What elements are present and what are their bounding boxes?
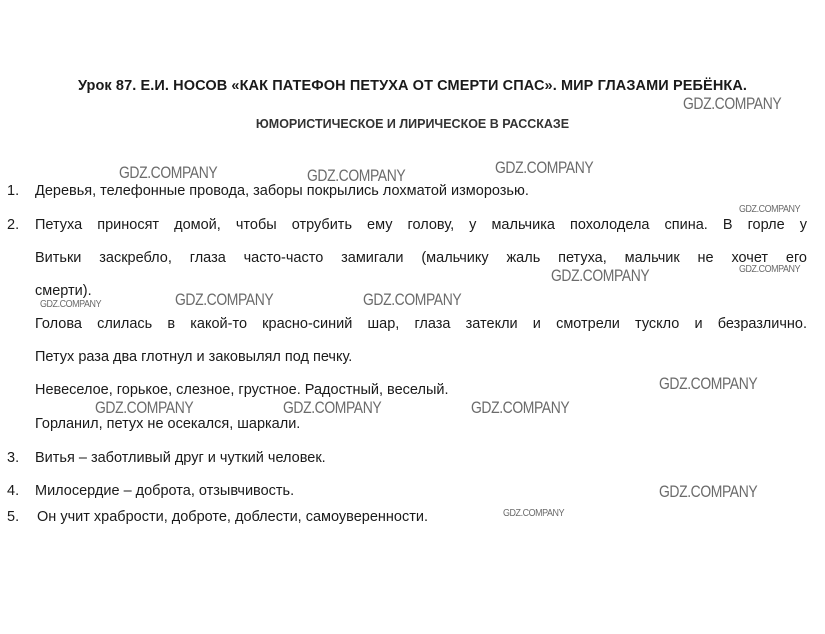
item-text-line: Петуха приносят домой, чтобы отрубить ему голову, у мальчика похолодела спина. В горле у xyxy=(35,217,807,233)
watermark: GDZ.COMPANY xyxy=(739,263,801,275)
item-paragraph: Невеселое, горькое, слезное, грустное. Радостный, веселый. xyxy=(35,382,449,398)
watermark: GDZ.COMPANY xyxy=(283,398,382,417)
item-number: 3. xyxy=(7,450,20,466)
item-number: 2. xyxy=(7,217,20,233)
watermark: GDZ.COMPANY xyxy=(659,374,758,393)
watermark: GDZ.COMPANY xyxy=(495,158,594,177)
watermark: GDZ.COMPANY xyxy=(95,398,194,417)
item-paragraph: Голова слилась в какой-то красно-синий шар, глаза затекли и смотрели тускло и безразлично. xyxy=(35,316,807,332)
item-number: 1. xyxy=(7,183,20,199)
item-text-line: Витьки заскребло, глаза часто-часто замигали (мальчику жаль петуха, мальчик не хочет его xyxy=(35,250,807,266)
item-text: Милосердие – доброта, отзывчивость. xyxy=(35,483,295,499)
item-text: Деревья, телефонные провода, заборы покрылись лохматой изморозью. xyxy=(35,183,529,199)
watermark: GDZ.COMPANY xyxy=(503,507,565,519)
lesson-title: Урок 87. Е.И. НОСОВ «КАК ПАТЕФОН ПЕТУХА ОТ СМЕРТИ СПАС». МИР ГЛАЗАМИ РЕБЁНКА. xyxy=(77,78,748,94)
watermark: GDZ.COMPANY xyxy=(551,266,650,285)
watermark: GDZ.COMPANY xyxy=(307,166,406,185)
watermark: GDZ.COMPANY xyxy=(739,203,801,215)
item-paragraph: Петух раза два глотнул и заковылял под печку. xyxy=(35,349,353,365)
item-number: 4. xyxy=(7,483,20,499)
lesson-subtitle: ЮМОРИСТИЧЕСКОЕ И ЛИРИЧЕСКОЕ В РАССКАЗЕ xyxy=(255,117,570,131)
item-paragraph: Горланил, петух не осекался, шаркали. xyxy=(35,416,301,432)
item-text: Он учит храбрости, доброте, доблести, самоуверенности. xyxy=(37,509,429,525)
item-text-line: смерти). xyxy=(35,283,92,299)
watermark: GDZ.COMPANY xyxy=(363,290,462,309)
watermark: GDZ.COMPANY xyxy=(659,482,758,501)
item-text: Витья – заботливый друг и чуткий человек. xyxy=(35,450,326,466)
watermark: GDZ.COMPANY xyxy=(471,398,570,417)
watermark: GDZ.COMPANY xyxy=(119,163,218,182)
item-number: 5. xyxy=(7,509,20,525)
watermark: GDZ.COMPANY xyxy=(40,298,102,310)
watermark: GDZ.COMPANY xyxy=(683,94,782,113)
watermark: GDZ.COMPANY xyxy=(175,290,274,309)
